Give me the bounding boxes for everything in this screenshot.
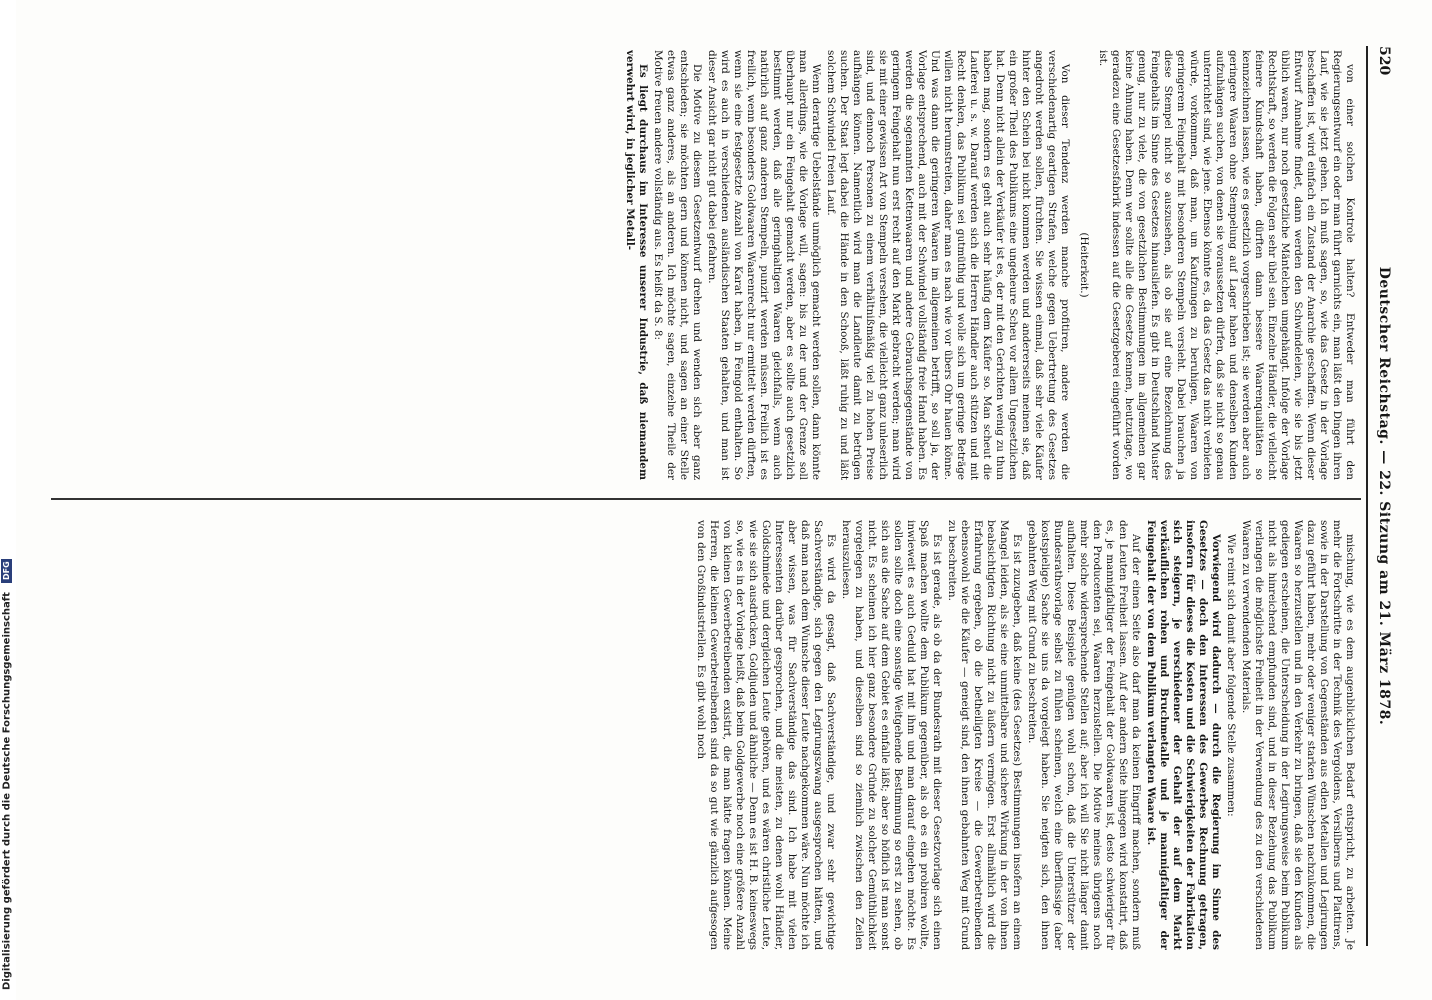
dfg-logo: DFG [1,559,12,583]
digitization-strip [0,0,16,1000]
paragraph: Es ist zuzugeben, daß keine (des Gesetzes) Bestimmungen insofern an einem Mangel leiden, als sie eine unmittelbare und sichere Wirkung in der von ihnen beabsichtigten Richtung nicht zu äußern vermögen. Erst allmählich wird die Erfahrung ergeben, ob die betheiligten Kreise — die Gewerbetreibenden ebensowohl wie die Käufer — geneigt sind, den ihnen gebahnten Weg mit Grund zu beschreiten. [946,520,1023,950]
column-divider [51,498,1361,500]
paragraph: Wie reimt sich damit aber folgende Stelle zusammen: [1225,534,1237,817]
paragraph: Es ist gerade, als ob da der Bundesrath mit dieser Gesetzvorlage sich einen Spaß machen wollte dem Publikum gegenüber, als ob es ein probiren wollte, inwieweit es auch Geduld hat mit ihm und man darauf eingehen möchte. Es sollen sollte doch eine sonstige Weitgehende Bestimmung so erst zu sehen, ob sich aus die Sache auf dem Gebiet es einfalle läßt; aber so höflich ist man sonst nicht. Es scheinen ich hier ganz besondere Gründe zu solcher Gemüthlichkeit vorgelegen zu haben, und dieselben sind so ziemlich zwischen den Zeilen herauszulesen. [840,520,943,950]
page-number: 520 [1376,46,1392,76]
digitization-notice: Digitalisierung gefördert durch die Deutsche Forschungsgemeinschaft [1,592,13,990]
paragraph: mischung, wie es dem augenblicklichen Bedarf entspricht, zu arbeiten. Je mehr die Fortschritte in der Technik des Vergoldens, Versilberns und Plattirens, sowie in der Darstellung von Gegenständen aus edlen Metallen und Legirungen dazu geführt haben, mehr oder weniger starken Wünschen nachzukommen, die Waaren so herzustellen und in den Verkehr zu bringen, daß sie den Kunden als gediegen erscheinen, die Unterscheidung in der Legirungsweise beim Publikum nicht als hinreichend empfunden sind, und in dieser Beziehung das Publikum verlangen die möglichste Freiheit in der Verwendung des zu den verschiedenen Waaren zu verwendenden Materials. [1240,520,1356,950]
newspaper-sheet [20,0,1416,1000]
paragraph: Auf der einen Seite also darf man da keinen Eingriff machen, sondern muß den Leuten Freiheit lassen. Auf der andern Seite hingegen wird konstatirt, daß es, je mannigfaltiger der Feingehalt der Goldwaaren ist, desto schwieriger für den Producenten sei, Waaren herzustellen. Die Motive meines übrigens noch mehr solche widersprechende Stellen auf; aber ich will Sie nicht länger damit aufhalten. Diese Beispiele genügen wohl schon, daß die Unterstützer der Bundesrathsvorlage selbst zu fühlen scheinen, welch eine überflüssige (aber kostspielige) Sache sie uns da vorgelegt haben. Sie neigten sich, den ihnen gebahnten Weg mit Grund zu beschreiten. [1026,520,1142,950]
paragraph: Wenn derartige Uebelstände unmöglich gemacht werden sollen, dann könnte man allerdings, wie die Vorlage will, sagen: bis zu der und der Grenze soll überhaupt nur ein Feingehalt gemacht werden, aber es sollte auch gesetzlich bestimmt werden, daß alle geringhaltigen Waaren gleichfalls, wenn auch natürlich auf ganz anderen Stempeln, punzirt werden müssen. Freilich ist es freilich, wenn besonders Goldwaaren Waarenrecht nur ermittelt werden dürften, wenn sie eine festgesetzte Anzahl von Karat haben, in Feingold enthalten. So wird es auch in verschiedenen ausländischen Staaten gehalten, und man ist dieser Ansicht gar nicht gut dabei gefahren. [706,50,822,480]
paragraph-laughter: (Heiterkeit.) [1078,232,1090,298]
paragraph: von einer solchen Kontrole halten? Entweder man führt den Regierungsentwurf ein oder man führt garnichts ein, man läßt den Dingen ihren Lauf, wie sie jetzt gehen. Ich muß sagen, so, wie das Gesetz in der Vorlage beschaffen ist, wird einfach ein Zustand der Anarchie geschaffen. Wenn dieser Entwurf Annahme findet, dann werden den Schwindeleien, wie sie bis jetzt üblich waren, nur noch gesetzliche Mäntelchen umgehängt. Infolge der Vorlage Rechtskraft, so werden die Folgen sehr übel sein. Einzelne Händler, die vielleicht feinere Kundschaft haben, dürften dann bessere Waarenqualitäten so kennzeichnen lassen, wie es gesetzlich vorgeschrieben ist; sie werden aber auch geringere Waaren ohne Stempelung auf Lager haben und denselben Kunden aufzuhängen suchen, von denen sie voraussetzen dürfen, daß sie nicht so genau unterrichtet sind, wie jene. Ebenso könnte es, da das Gesetz das nicht verbieten würde, vorkommen, daß man, um Kaufzungen zu beruhigen, Waaren von geringerem Feingehalt mit besonderen Stempeln versieht. Dabei brauchen ja diese Stempel nicht so auszusehen, als ob sie auf eine Bezeichnung des Feingehalts im Sinne des Gesetzes hinausliefen. Es gibt in Deutschland Muster genug, nur zu viele, die von gesetzlichen Bestimmungen im allgemeinen gar keine Ahnung haben. Denn wer sollte alle die Gesetze kennen, heutzutage, wo geradezu eine Gesetzesfabrik indessen auf die Gesetzgeberei eingeführt worden ist. [1097,50,1356,480]
left-column [56,50,1356,480]
paragraph: Von dieser Tendenz werden manche profitiren, andere werden die verschiedenartig geartigen Strafen, welche gegen Uebertretung des Gesetzes angedroht werden sollen, fürchten. Sie wissen einmal, daß sehr viele Käufer hinter den Schein bei nicht kommen werden und andererseits meinen sie, daß ein großer Theil des Publikums eine ungeheure Scheu vor allem Ungesetzlichen hat. Denn nicht allein der Verkäufer ist es, der mit den Gerichten wenig zu thun haben mag, sondern es geht auch sehr häufig dem Käufer so. Man scheut die Lauferei u. s. w. Darauf werden sich die Herren Händler auch stützen und mit Recht denken, das Publikum sei gutmüthig und wolle sich um geringe Beträge willen nicht herumstreiten, daher man es nach wie vor übers Ohr hauen könne. Und was dann die geringeren Waaren im allgemeinen betrifft, so soll ja, der Vorlage entsprechend, auch mit der Schwindel vollständig freie Hand haben. Es werden die sogenannten Kettenwaaren und andere Gebrauchsgegenstände von geringem Feingehalt nun erst recht auf den Markt gebracht werden; man wird sie mit einer gewissen Art von Stempeln versehen, die vielleicht ganz unleserlich sind, und dennoch Personen zu einem verhältnißmäßig viel zu hohen Preise aufhängen können. Namentlich wird man die Landleute damit zu betrügen suchen. Der Staat legt dabei die Hände in den Schooß, läßt ruhig zu und läßt solchem Schwindel freien Lauf. [825,50,1071,480]
paragraph: Es wird da gesagt, daß Sachverständige, und zwar sehr gewichtige Sachverständige, sich gegen den Legirungszwang ausgesprochen hätten, und daß man nach dem Wunsche dieser Leute nachgekommen wäre. Nun möchte ich aber wissen, was für Sachverständige das sind. Ich habe mit vielen Interessenten darüber gesprochen, und die meisten, zu denen wohl Händler, Goldschmiede und dergleichen Leute gehören, und es wären christliche Leute, wie sie sich ausdrücken, Goldjuden und ähnliche — Denn es ist H. B. keineswegs so, wie es in der Vorlage heißt, daß beim Goldgewerbe noch eine größere Anzahl von kleinen Gewerbetreibenden existirt, die man hätte fragen können. Meine Herren, die kleinen Gewerbetreibenden sind da so gut wie gänzlich aufgesogen von den Großindustriellen. Es gibt wohl noch [695,520,837,950]
right-column [56,520,1356,950]
paragraph-quote: Vorwiegend wird dadurch — durch die Regierung im Sinne des Gesetzes — doch den Interessen des Gewerbes Rechnung getragen, insofern für dieses die Kosten und die Schwierigkeiten der Fabrikation sich steigern, je verschiedener der Gehalt der auf dem Markt verkäuflichen rohen und Bruchmetalle und je mannigfaltiger der Feingehalt der von dem Publikum verlangten Waare ist. [1145,520,1222,950]
header-rule [1366,46,1368,946]
paragraph-quote: Es liegt durchaus im Interesse unserer Industrie, daß niemandem verwehrt wird, in jeglicher Metall- [624,50,649,480]
running-header [1370,46,1396,946]
digitization-notice-line [1,10,15,990]
paragraph: Die Motive zu diesem Gesetzentwurf drehen und wenden sich aber ganz entschieden; sie möchten gern und können nicht, und sagen an einer Stelle etwas ganz anderes, als an anderen. Ich möchte sagen, einzelne Theile der Motive freuen andere vollständig aus. Es heißt da S. 8: [652,50,703,480]
running-title: Deutscher Reichstag. — 22. Sitzung am 21. März 1878. [1376,266,1392,726]
